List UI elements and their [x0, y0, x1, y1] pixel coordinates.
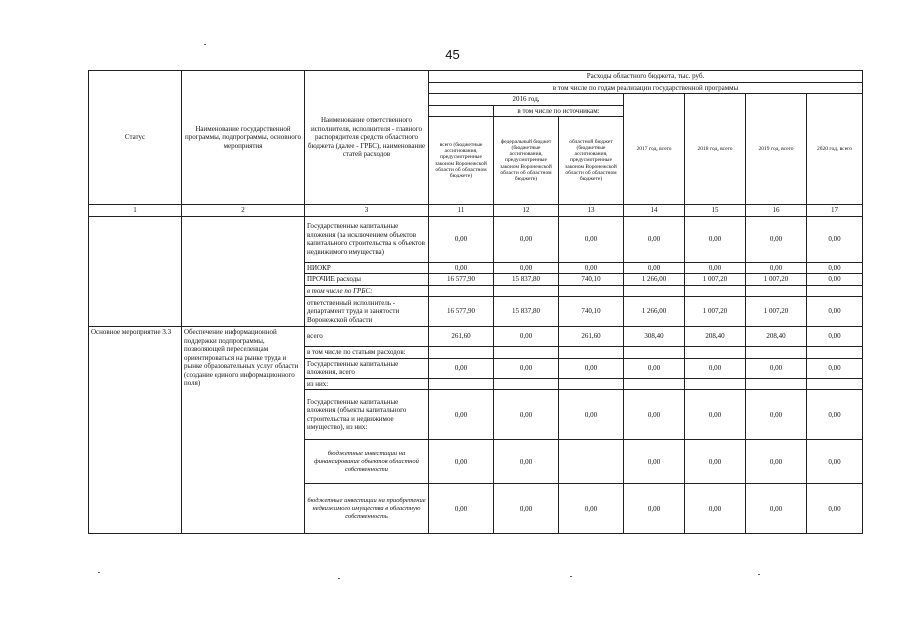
value-cell: 0,00 [559, 262, 624, 274]
value-cell: 15 837,80 [494, 274, 559, 286]
value-cell: 0,00 [429, 216, 494, 262]
col-number: 14 [624, 205, 685, 217]
value-cell: 0,00 [807, 216, 863, 262]
value-cell: 740,10 [559, 274, 624, 286]
value-cell: 0,00 [685, 390, 746, 440]
value-cell: 0,00 [494, 390, 559, 440]
value-cell: 0,00 [624, 262, 685, 274]
value-cell [559, 440, 624, 484]
row-label: бюджетные инвестиции на финансирование объектов областной собственности [305, 440, 429, 484]
row-label: в том числе по статьям расходов: [305, 347, 429, 359]
value-cell: 0,00 [624, 216, 685, 262]
budget-table [88, 70, 863, 534]
header-year-2016: 2016 год, [429, 94, 624, 106]
value-cell: 1 007,20 [746, 297, 807, 327]
value-cell: 1 007,20 [685, 297, 746, 327]
value-cell: 308,40 [624, 327, 685, 347]
row-label: Государственные капитальные вложения, всего [305, 358, 429, 378]
row-label: в том числе по ГРБС: [305, 285, 429, 297]
value-cell: 261,60 [429, 327, 494, 347]
value-cell: 208,40 [685, 327, 746, 347]
value-cell: 0,00 [494, 440, 559, 484]
value-cell: 0,00 [807, 274, 863, 286]
value-cell: 208,40 [746, 327, 807, 347]
value-cell: 0,00 [494, 358, 559, 378]
value-cell: 0,00 [807, 297, 863, 327]
value-cell: 0,00 [559, 390, 624, 440]
value-cell: 1 007,20 [746, 274, 807, 286]
header-executor: Наименование ответственного исполнителя, исполнителя - главного распорядителя средств областного бюджета (далее - ГРБС), наименование статей расходов [305, 71, 429, 205]
value-cell: 0,00 [807, 327, 863, 347]
header-2019: 2019 год, всего [746, 94, 807, 205]
scan-speck [338, 578, 340, 579]
value-cell: 0,00 [624, 484, 685, 534]
value-cell: 0,00 [559, 358, 624, 378]
header-expenses: Расходы областного бюджета, тыс. руб. [429, 71, 863, 83]
value-cell: 1 266,00 [624, 274, 685, 286]
value-cell: 0,00 [494, 262, 559, 274]
value-cell: 0,00 [494, 484, 559, 534]
scan-speck [570, 576, 572, 577]
header-regional: областной бюджет (бюджетные ассигнования, предусмотренные законом Воронежской области об областном бюджете) [559, 117, 624, 205]
header-incl-sources: в том числе по источникам: [494, 105, 624, 117]
table-row [89, 327, 863, 347]
value-cell: 0,00 [807, 358, 863, 378]
col-number: 12 [494, 205, 559, 217]
value-cell: 0,00 [807, 390, 863, 440]
header-status: Статус [89, 71, 182, 205]
value-cell: 0,00 [624, 440, 685, 484]
col-number: 15 [685, 205, 746, 217]
value-cell: 0,00 [429, 440, 494, 484]
col-number: 16 [746, 205, 807, 217]
value-cell: 16 577,90 [429, 297, 494, 327]
value-cell: 0,00 [746, 440, 807, 484]
value-cell: 0,00 [746, 484, 807, 534]
value-cell: 0,00 [429, 484, 494, 534]
value-cell: 0,00 [807, 484, 863, 534]
value-cell: 0,00 [624, 358, 685, 378]
value-cell: 0,00 [494, 216, 559, 262]
header-federal: федеральный бюджет (бюджетные ассигнования, предусмотренные законом Воронежской области об областном бюджете) [494, 117, 559, 205]
row-label: НИОКР [305, 262, 429, 274]
value-cell: 0,00 [746, 262, 807, 274]
col-number: 17 [807, 205, 863, 217]
scan-speck [758, 574, 760, 575]
scan-speck [98, 572, 100, 573]
table-row [89, 216, 863, 262]
row-label: бюджетные инвестиции на приобретение недвижимого имущества в областную собственность [305, 484, 429, 534]
section-status: Основное мероприятие 3.3 [89, 327, 182, 534]
value-cell: 0,00 [807, 262, 863, 274]
value-cell: 0,00 [559, 484, 624, 534]
column-numbers-row [89, 205, 863, 217]
col-number: 11 [429, 205, 494, 217]
row-label: ПРОЧИЕ расходы [305, 274, 429, 286]
col-number: 2 [182, 205, 305, 217]
header-2020: 2020 год, всего [807, 94, 863, 205]
value-cell: 0,00 [494, 327, 559, 347]
row-label: ответственный исполнитель - департамент труда и занятости Воронежской области [305, 297, 429, 327]
header-2017: 2017 год, всего [624, 94, 685, 205]
header-total: всего (бюджетные ассигнования, предусмотренные законом Воронежской области об областном бюджете) [429, 117, 494, 205]
value-cell: 15 837,80 [494, 297, 559, 327]
header-by-years: в том числе по годам реализации государственной программы [429, 82, 863, 94]
value-cell: 0,00 [429, 390, 494, 440]
value-cell: 261,60 [559, 327, 624, 347]
value-cell: 0,00 [685, 440, 746, 484]
scan-speck [204, 44, 206, 45]
col-number: 13 [559, 205, 624, 217]
section-name: Обеспечение информационной поддержки подпрограммы, позволяющей переселенцам ориентироваться на рынке труда и рынке образовательных услуг области (создание единого информационного поля) [182, 327, 305, 534]
row-label: всего [305, 327, 429, 347]
value-cell: 0,00 [685, 358, 746, 378]
value-cell: 0,00 [624, 390, 685, 440]
value-cell: 1 007,20 [685, 274, 746, 286]
value-cell: 0,00 [685, 262, 746, 274]
value-cell: 740,10 [559, 297, 624, 327]
value-cell: 0,00 [746, 390, 807, 440]
value-cell: 0,00 [807, 440, 863, 484]
value-cell: 0,00 [429, 358, 494, 378]
value-cell: 0,00 [685, 484, 746, 534]
row-label: из них: [305, 378, 429, 390]
value-cell: 0,00 [746, 216, 807, 262]
value-cell: 0,00 [429, 262, 494, 274]
col-number: 3 [305, 205, 429, 217]
col-number: 1 [89, 205, 182, 217]
row-label: Государственные капитальные вложения (объекты капитального строительства и недвижимое имущество), из них: [305, 390, 429, 440]
page-number: 45 [445, 47, 460, 62]
row-label: Государственные капитальные вложения (за исключением объектов капитального строительства к объектов недвижимого имущества) [305, 216, 429, 262]
value-cell: 0,00 [559, 216, 624, 262]
value-cell: 0,00 [746, 358, 807, 378]
header-program: Наименование государственной программы, подпрограммы, основного мероприятия [182, 71, 305, 205]
value-cell: 0,00 [685, 216, 746, 262]
value-cell: 16 577,90 [429, 274, 494, 286]
header-2018: 2018 год, всего [685, 94, 746, 205]
value-cell: 1 266,00 [624, 297, 685, 327]
